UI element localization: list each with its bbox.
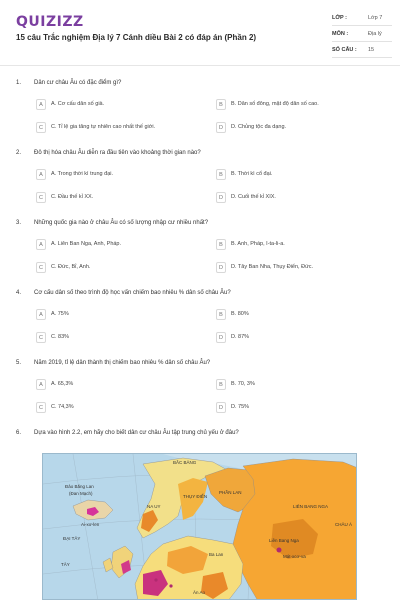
city-marker (154, 578, 157, 581)
option-text: C. Đầu thế kỉ XX. (51, 194, 94, 200)
meta-question-count (332, 44, 392, 58)
option-d[interactable] (216, 262, 380, 274)
map-label-iceland: Ai-xơ-len (81, 522, 100, 527)
map-label-asia: CHÂU Á (335, 522, 353, 527)
option-text: A. Liên Ban Nga, Anh, Pháp. (51, 241, 122, 247)
meta-grade-label: LỚP : (332, 15, 347, 21)
question-number: 4. (16, 290, 22, 296)
option-letter: C (36, 122, 46, 133)
britain-landmass (111, 546, 133, 578)
sweden-density-area (178, 478, 208, 520)
map-label-russia-2: Liên Bang Nga (269, 538, 299, 543)
option-d[interactable] (216, 332, 380, 344)
map-label-greenland: Đảo Băng Lan (65, 484, 94, 489)
meta-subject (332, 28, 392, 42)
option-a[interactable] (36, 309, 200, 321)
option-letter: D (216, 402, 226, 413)
city-marker (169, 584, 172, 587)
question-text: Dựa vào hình 2.2, em hãy cho biết dân cư châu Âu tập trung chủ yếu ở đâu? (34, 430, 239, 436)
option-text: C. 74,3% (51, 404, 74, 410)
question-number: 6. (16, 430, 22, 436)
option-c[interactable] (36, 262, 200, 274)
option-text: B. Dân số đông, mật độ dân số cao. (231, 101, 319, 107)
option-letter: B (216, 99, 226, 110)
map-label-poland: Ba Lan (209, 552, 224, 557)
option-c[interactable] (36, 332, 200, 344)
option-letter: B (216, 169, 226, 180)
option-letter: D (216, 122, 226, 133)
map-label-an-ao: Ăn Ao (193, 590, 206, 595)
option-letter: C (36, 262, 46, 273)
meta-subject-label: MÔN : (332, 31, 349, 37)
option-b[interactable] (216, 379, 380, 391)
option-letter: B (216, 309, 226, 320)
option-a[interactable] (36, 239, 200, 251)
map-label-west: TÂY (61, 562, 70, 567)
option-a[interactable] (36, 379, 200, 391)
question-number: 2. (16, 150, 22, 156)
option-text: B. Thời kì cổ đại. (231, 171, 273, 177)
option-letter: C (36, 402, 46, 413)
question-number: 1. (16, 80, 22, 86)
document-title: 15 câu Trắc nghiệm Địa lý 7 Cánh diều Bài 2 có đáp án (Phần 2) (16, 33, 257, 42)
option-a[interactable] (36, 99, 200, 111)
europe-population-map (42, 453, 357, 600)
option-text: B. 70, 3% (231, 381, 255, 387)
option-c[interactable] (36, 402, 200, 414)
option-c[interactable] (36, 122, 200, 134)
meta-grade-value: Lớp 7 (368, 15, 383, 21)
quizizz-logo[interactable]: QUIZIZZ (16, 14, 84, 30)
option-b[interactable] (216, 99, 380, 111)
option-text: D. Chủng tộc đa dạng. (231, 124, 287, 130)
option-text: B. Anh, Pháp, I-ta-li-a. (231, 241, 285, 247)
question-number: 5. (16, 360, 22, 366)
option-letter: A (36, 379, 46, 390)
option-c[interactable] (36, 192, 200, 204)
option-letter: B (216, 239, 226, 250)
map-label-russia: LIÊN BANG NGA (293, 504, 329, 509)
moscow-city-marker (277, 548, 282, 553)
option-b[interactable] (216, 169, 380, 181)
map-label-norway: NA UY (147, 504, 161, 509)
meta-question-count-label: SỐ CÂU : (332, 47, 357, 53)
option-a[interactable] (36, 169, 200, 181)
option-b[interactable] (216, 309, 380, 321)
map-label-arctic: BẮC BĂNG (173, 460, 197, 465)
option-text: B. 80% (231, 311, 249, 317)
option-b[interactable] (216, 239, 380, 251)
option-letter: B (216, 379, 226, 390)
option-text: D. 75% (231, 404, 250, 410)
option-text: A. 75% (51, 311, 69, 317)
option-letter: D (216, 262, 226, 273)
option-text: D. Tây Ban Nha, Thụy Điển, Đức. (231, 264, 314, 270)
map-label-atlantic: ĐẠI TÂY (63, 536, 81, 541)
question-text: Những quốc gia nào ở châu Âu có số lượng nhập cư nhiều nhất? (34, 220, 209, 226)
option-letter: D (216, 332, 226, 343)
option-letter: A (36, 99, 46, 110)
option-text: C. Đức, Bỉ, Anh. (51, 264, 91, 270)
question-text: Cơ cấu dân số theo trình độ học vấn chiếm bao nhiêu % dân số châu Âu? (34, 290, 231, 296)
option-letter: A (36, 169, 46, 180)
map-graphic (43, 454, 357, 600)
option-text: A. Cơ cấu dân số già. (51, 101, 105, 107)
map-label-denmark: (Đan Mạch) (69, 491, 93, 496)
option-text: A. Trong thời kì trung đại. (51, 171, 113, 177)
option-letter: A (36, 239, 46, 250)
option-text: C. 83% (51, 334, 70, 340)
question-text: Đô thị hóa châu Âu diễn ra đầu tiên vào khoảng thời gian nào? (34, 150, 201, 156)
question-number: 3. (16, 220, 22, 226)
option-text: A. 65,3% (51, 381, 74, 387)
option-d[interactable] (216, 402, 380, 414)
meta-question-count-value: 15 (368, 47, 375, 53)
question-text: Dân cư châu Âu có đặc điểm gì? (34, 80, 122, 86)
map-label-finland: PHẦN LAN (219, 490, 242, 495)
map-label-moscow: Mát-xcơ-va (283, 554, 306, 559)
meta-grade (332, 12, 392, 26)
option-text: D. Cuối thế kỉ XIX. (231, 194, 276, 200)
option-text: C. Tỉ lệ gia tăng tự nhiên cao nhất thế giới. (51, 124, 156, 130)
option-d[interactable] (216, 122, 380, 134)
page-header (0, 0, 400, 66)
map-label-sweden: THỤY ĐIỂN (183, 494, 208, 499)
option-letter: C (36, 332, 46, 343)
option-letter: A (36, 309, 46, 320)
question-text: Năm 2019, tỉ lệ dân thành thị chiếm bao nhiêu % dân số châu Âu? (34, 360, 211, 366)
option-letter: C (36, 192, 46, 203)
option-d[interactable] (216, 192, 380, 204)
option-letter: D (216, 192, 226, 203)
option-text: D. 87% (231, 334, 250, 340)
ireland-landmass (103, 558, 113, 572)
meta-subject-value: Địa lý (368, 31, 382, 37)
